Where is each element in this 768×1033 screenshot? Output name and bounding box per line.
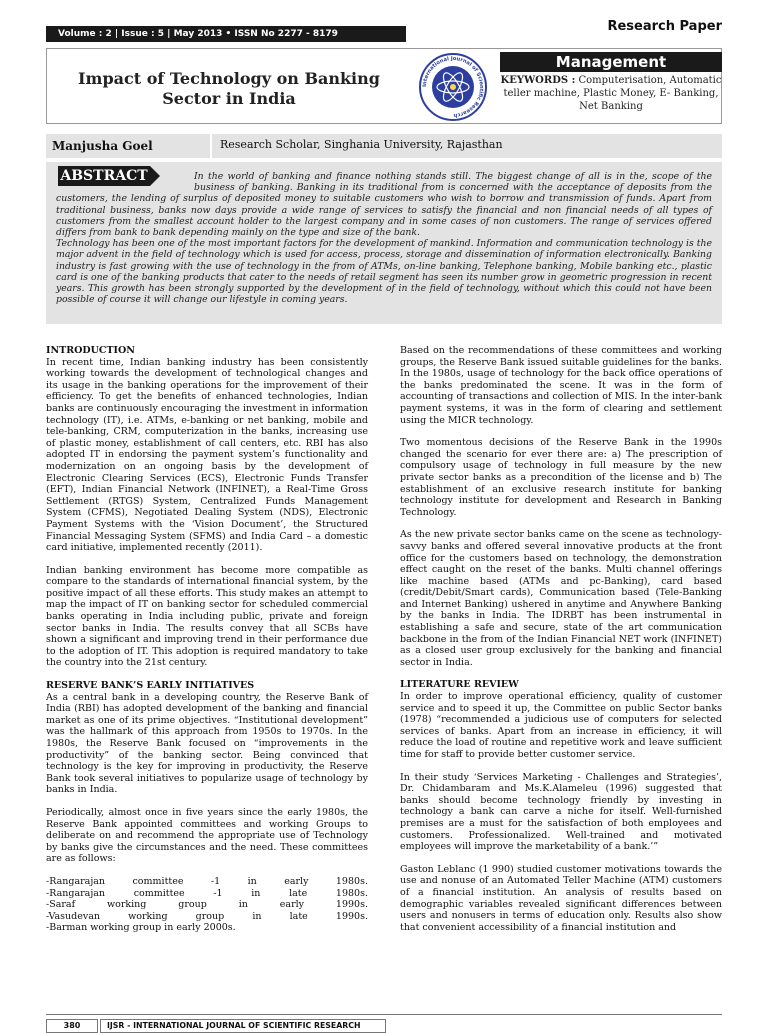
introduction-paragraph-1: In recent time, Indian banking industry has been consistently working towards the development of technological changes and its usage in the banking operations for the improvement of their efficiency. To get the benefits of enhanced technologies, Indian banks are continuously encouraging the investment in information technology (IT), i.e. ATMs, e-banking or net banking, mobile and tele-banking, CRM, computerization in the banks, increasing use of plastic money, establishment of call centers, etc. RBI has also adopted IT in endorsing the payment system’s functionality and modernization on an ongoing basis by the development of Electronic Clearing Services (ECS), Electronic Funds Transfer (EFT), Indian Financial Network (INFINET), a Real-Time Gross Settlement (RTGS) System, Centralized Funds Management System (CFMS), Negotiated Dealing System (NDS), Electronic Payment Systems with the ‘Vision Document’, the Structured Financial Messaging System (SFMS) and India Card – a domestic card initiative, implemented recently (2011). bbox=[46, 356, 368, 554]
right-paragraph-1: Based on the recommendations of these committees and working groups, the Reserve Bank issued suitable guidelines for the banks. In the 1980s, usage of technology for the back office operations of the banks predominated the scene. It was in the form of accounting of transactions and collection of MIS. In the inter-bank payment systems, it was in the form of clearing and settlement using the MICR technology. bbox=[400, 345, 722, 426]
abstract-paragraph-1: In the world of banking and finance nothing stands still. The biggest change of all is in the, scope of the business of banking. Banking in its traditional from is concerned with the acceptance of deposits from the customers, the lending of surplus of deposited money to suitable customers who wish to borrow and transmission of funds. Apart from traditional business, banks now days provide a wide range of services to satisfy the financial and non financial needs of all types of customers from the smallest account holder to the largest company and in some cases of non customers. The range of services offered differs from bank to bank depending mainly on the type and size of the bank. bbox=[56, 171, 712, 239]
list-item: -Rangarajan committee -1 in early 1980s. bbox=[46, 875, 368, 887]
author-name: Manjusha Goel bbox=[52, 139, 153, 153]
author-divider bbox=[210, 134, 212, 158]
page-number: 380 bbox=[46, 1019, 98, 1033]
literature-review-heading: LITERATURE REVIEW bbox=[400, 679, 519, 691]
footer-rule bbox=[46, 1014, 722, 1015]
rbi-heading: RESERVE BANK’S EARLY INITIATIVES bbox=[46, 680, 255, 692]
volume-issue-bar: Volume : 2 | Issue : 5 | May 2013 • ISSN No 2277 - 8179 bbox=[46, 26, 406, 42]
keywords-block bbox=[500, 74, 722, 113]
introduction-paragraph-2: Indian banking environment has become more compatible as compare to the standards of international financial system, by the positive impact of all these efforts. This study makes an attempt to map the impact of IT on banking sector for scheduled commercial banks operating in India including public, private and foreign sector banks in India. The results convey that all SCBs have shown a significant and improving trend in their performance due to the adoption of IT. This adoption is required mandatory to take the country into the 21st century. bbox=[46, 564, 368, 669]
author-affiliation: Research Scholar, Singhania University, Rajasthan bbox=[220, 138, 503, 151]
logo-text: International Journal of Scientific Research bbox=[421, 55, 485, 119]
abstract-label-arrow bbox=[150, 166, 160, 186]
subject-banner: Management bbox=[500, 52, 722, 72]
keywords-list: Computerisation, Automatic teller machine, Plastic Money, E- Banking, Net Banking bbox=[503, 75, 722, 112]
abstract-label: ABSTRACT bbox=[58, 166, 150, 186]
literature-paragraph-2: In their study ‘Services Marketing - Challenges and Strategies’, Dr. Chidambaram and Ms.K.Alameleu (1996) suggested that banks should become technology friendly by investing in technology a bank can carve a niche for itself. Well-furnished premises are a must for the satisfaction of both employees and customers. Professionalized. Well-trained and motivated employees will improve the marketability of a bank.’” bbox=[400, 771, 722, 853]
paper-title: Impact of Technology on Banking Sector in India bbox=[78, 69, 380, 108]
paper-type-label: Research Paper bbox=[607, 19, 722, 34]
rbi-paragraph-2: Periodically, almost once in five years since the early 1980s, the Reserve Bank appointed committees and working Groups to deliberate on and recommend the appropriate use of Technology by banks give the circumstances and the need. These committees are as follows: bbox=[46, 806, 368, 865]
keywords-label: KEYWORDS : bbox=[500, 75, 576, 86]
right-column bbox=[400, 345, 722, 944]
committee-list bbox=[46, 876, 368, 934]
list-item: -Rangarajan committee -1 in late 1980s. bbox=[46, 887, 368, 899]
journal-logo-icon bbox=[419, 53, 487, 121]
abstract-paragraph-2: Technology has been one of the most important factors for the development of mankind. Information and communication technology is the major advent in the field of technology which is used for access, process, storage and dissemination of information electronically. Banking industry is fast growing with the use of technology in the from of ATMs, on-line banking, Telephone banking, Mobile banking etc., plastic card is one of the banking products that cater to the needs of retail segment has seen its number grow in geometric progression in recent years. This growth has been strongly supported by the development of in the field of technology, without which this could not have been possible of course it will change our lifestyle in coming years. bbox=[56, 238, 712, 306]
abstract-panel bbox=[46, 162, 722, 324]
right-paragraph-2: Two momentous decisions of the Reserve Bank in the 1990s changed the scenario for ever there are: a) The prescription of compulsory usage of technology in full measure by the new private sector banks as a precondition of the license and b) The establishment of an exclusive research institute for banking technology institute for development and Research in Banking Technology. bbox=[400, 437, 722, 518]
left-column bbox=[46, 345, 368, 934]
right-paragraph-3: As the new private sector banks came on the scene as technology-savvy banks and offered several innovative products at the front office for the customers based on technology, the demonstration effect caught on the reset of the banks. Multi channel offerings like machine based (ATMs and pc-Banking), card based (credit/Debit/Smart cards), Communication based (Tele-Banking and Internet Banking) ushered in anytime and Anywhere Banking by the banks in India. The IDRBT has been instrumental in establishing a safe and secure, state of the art communication backbone in the from of the Indian Financial NET work (INFINET) as a closed user group exclusively for the banking and financial sector in India. bbox=[400, 529, 722, 668]
list-item: -Vasudevan working group in late 1990s. bbox=[46, 910, 368, 922]
rbi-paragraph-1: As a central bank in a developing country, the Reserve Bank of India (RBI) has adopted development of the banking and financial market as one of its prime objectives. “Institutional development” was the hallmark of this approach from 1950s to 1970s. In the 1980s, the Reserve Bank focused on “improvements in the productivity” of the banking sector. Being convinced that technology is the key for improving in productivity, the Reserve Bank took several initiatives to popularize usage of technology by banks in India. bbox=[46, 691, 368, 796]
list-item: -Barman working group in early 2000s. bbox=[46, 922, 236, 934]
literature-paragraph-1: In order to improve operational efficiency, quality of customer service and to speed it up, the Committee on public Sector banks (1978) “recommended a judicious use of computers for selected services of banks. Apart from an increase in efficiency, it will reduce the load of routine and repetitive work and leave sufficient time for staff to provide better customer service. bbox=[400, 691, 722, 760]
author-row bbox=[46, 134, 722, 158]
list-item: -Saraf working group in early 1990s. bbox=[46, 899, 368, 911]
abstract-text bbox=[56, 171, 712, 305]
introduction-heading: INTRODUCTION bbox=[46, 345, 135, 356]
journal-name: IJSR - INTERNATIONAL JOURNAL OF SCIENTIFIC RESEARCH bbox=[100, 1019, 386, 1033]
literature-paragraph-3: Gaston Leblanc (1 990) studied customer motivations towards the use and nonuse of an Automated Teller Machine (ATM) customers of a financial institution. An analysis of results based on demographic variables revealed significant differences between users and nonusers in terms of education only. Results also show that convenient accessibility of a financial institution and bbox=[400, 863, 722, 933]
